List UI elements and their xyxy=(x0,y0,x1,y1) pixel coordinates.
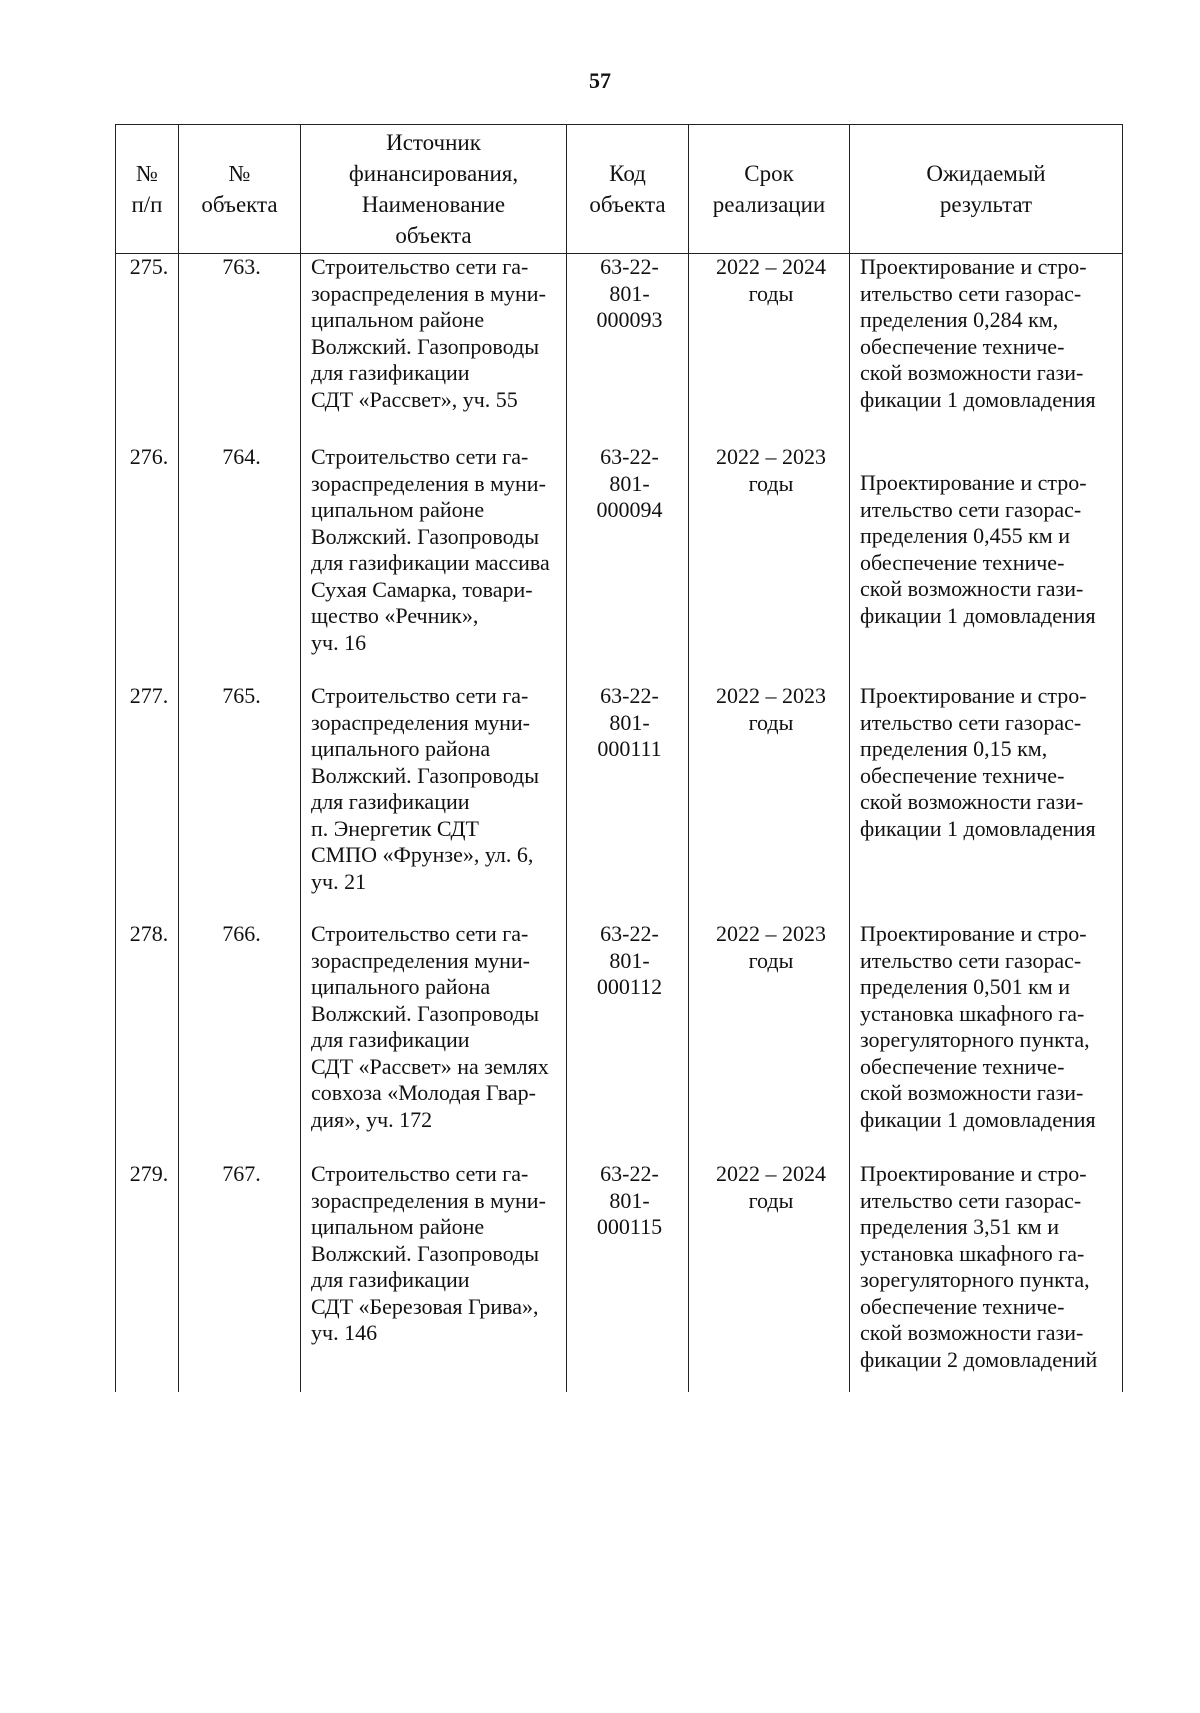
row-code: 63-22- 801- 000112 xyxy=(567,921,689,1161)
row-name: Строительство сети га- зораспределения в муни- ципальном районе Волжский. Газопроводы для газификации СДТ «Рассвет», уч. 55 xyxy=(301,254,567,445)
table-row xyxy=(116,683,1123,921)
row-term: 2022 – 2023 годы xyxy=(689,921,850,1161)
row-object: 765. xyxy=(179,683,301,921)
row-result xyxy=(850,444,1123,683)
objects-table xyxy=(115,124,1123,1392)
header-code: Код объекта xyxy=(567,125,689,254)
row-code: 63-22- 801- 000115 xyxy=(567,1161,689,1392)
row-result-text: Проектирование и стро- ительство сети газорас- пределения 0,455 км и обеспечение техниче- ской возможности гази- фикации 1 домовладения xyxy=(860,470,1096,628)
row-object: 764. xyxy=(179,444,301,683)
row-result: Проектирование и стро- ительство сети газорас- пределения 3,51 км и установка шкафного га- зорегуляторного пункта, обеспечение техниче- ской возможности гази- фикации 2 домовладений xyxy=(850,1161,1123,1392)
row-code: 63-22- 801- 000093 xyxy=(567,254,689,445)
row-name: Строительство сети га- зораспределения в муни- ципальном районе Волжский. Газопроводы для газификации СДТ «Березовая Грива», уч. 146 xyxy=(301,1161,567,1392)
row-num: 278. xyxy=(116,921,179,1161)
row-result: Проектирование и стро- ительство сети газорас- пределения 0,15 км, обеспечение техниче- ской возможности гази- фикации 1 домовладения xyxy=(850,683,1123,921)
row-num: 275. xyxy=(116,254,179,445)
row-term: 2022 – 2024 годы xyxy=(689,1161,850,1392)
row-object: 766. xyxy=(179,921,301,1161)
header-num: № п/п xyxy=(116,125,179,254)
row-num: 276. xyxy=(116,444,179,683)
table-row xyxy=(116,444,1123,683)
header-term: Срок реализации xyxy=(689,125,850,254)
table-row xyxy=(116,921,1123,1161)
row-name: Строительство сети га- зораспределения в муни- ципальном районе Волжский. Газопроводы для газификации массива Сухая Самарка, товари- щество «Речник», уч. 16 xyxy=(301,444,567,683)
row-object: 767. xyxy=(179,1161,301,1392)
row-term: 2022 – 2023 годы xyxy=(689,444,850,683)
row-name: Строительство сети га- зораспределения муни- ципального района Волжский. Газопроводы для газификации п. Энергетик СДТ СМПО «Фрунзе», ул. 6, уч. 21 xyxy=(301,683,567,921)
row-result: Проектирование и стро- ительство сети газорас- пределения 0,284 км, обеспечение техниче- ской возможности гази- фикации 1 домовладения xyxy=(850,254,1123,445)
row-code: 63-22- 801- 000111 xyxy=(567,683,689,921)
row-term: 2022 – 2023 годы xyxy=(689,683,850,921)
row-name: Строительство сети га- зораспределения муни- ципального района Волжский. Газопроводы для газификации СДТ «Рассвет» на землях совхоза «Молодая Гвар- дия», уч. 172 xyxy=(301,921,567,1161)
row-code: 63-22- 801- 000094 xyxy=(567,444,689,683)
header-object: № объекта xyxy=(179,125,301,254)
row-num: 277. xyxy=(116,683,179,921)
header-result: Ожидаемый результат xyxy=(850,125,1123,254)
page-number: 57 xyxy=(589,68,611,93)
row-num: 279. xyxy=(116,1161,179,1392)
row-result: Проектирование и стро- ительство сети газорас- пределения 0,501 км и установка шкафного га- зорегуляторного пункта, обеспечение техниче- ской возможности гази- фикации 1 домовладения xyxy=(850,921,1123,1161)
row-term: 2022 – 2024 годы xyxy=(689,254,850,445)
header-source: Источник финансирования, Наименование объекта xyxy=(301,125,567,254)
table-header xyxy=(116,125,1123,254)
table-row xyxy=(116,1161,1123,1392)
row-object: 763. xyxy=(179,254,301,445)
table-row xyxy=(116,254,1123,445)
